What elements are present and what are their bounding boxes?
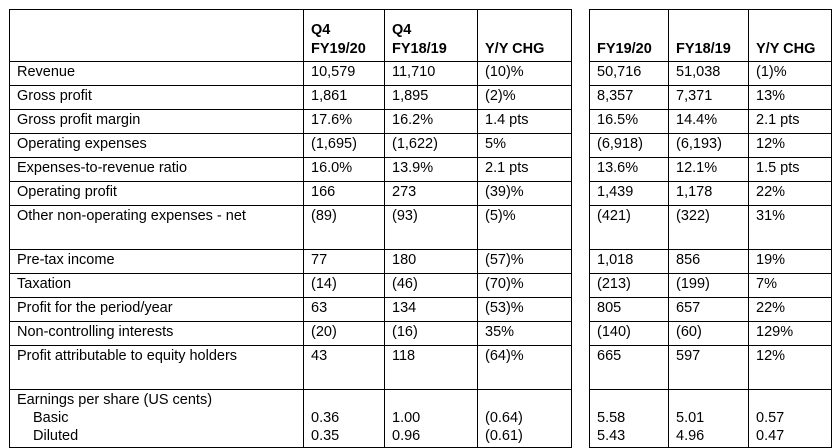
table-cell: 856 [669, 250, 749, 274]
table-row [590, 158, 832, 182]
table-cell: 13.6% [590, 158, 669, 182]
column-header-fy1819: FY18/19 [669, 10, 749, 62]
eps-basic-label: Basic [33, 410, 69, 426]
table-cell: (39)% [478, 182, 572, 206]
table-row [590, 298, 832, 322]
table-row [10, 86, 572, 110]
table-cell: (53)% [478, 298, 572, 322]
row-label: Taxation [10, 274, 304, 298]
table-cell: 13% [749, 86, 832, 110]
table-row [590, 206, 832, 250]
row-label: Operating profit [10, 182, 304, 206]
eps-basic-value: (0.64) [485, 410, 523, 426]
eps-basic-value: 5.58 [597, 410, 626, 426]
row-label: Pre-tax income [10, 250, 304, 274]
table-cell: 1,861 [304, 86, 385, 110]
eps-basic-value: 0.36 [311, 410, 340, 426]
table-cell: (57)% [478, 250, 572, 274]
row-label: Non-controlling interests [10, 322, 304, 346]
eps-label-cell [10, 390, 304, 448]
table-cell: 17.6% [304, 110, 385, 134]
table-cell: (213) [590, 274, 669, 298]
header-row [10, 10, 572, 62]
table-row [10, 250, 572, 274]
row-label: Operating expenses [10, 134, 304, 158]
header-blank-cell [10, 10, 304, 62]
eps-cell [669, 390, 749, 448]
table-row [590, 110, 832, 134]
table-cell: 1,018 [590, 250, 669, 274]
table-cell: (64)% [478, 346, 572, 390]
table-cell: (16) [385, 322, 478, 346]
table-cell: 16.0% [304, 158, 385, 182]
table-cell: 35% [478, 322, 572, 346]
table-cell: 63 [304, 298, 385, 322]
column-header-q4-fy1819: Q4 FY18/19 [385, 10, 478, 62]
eps-cell [385, 390, 478, 448]
table-cell: (1,695) [304, 134, 385, 158]
table-cell: 51,038 [669, 62, 749, 86]
table-cell: (46) [385, 274, 478, 298]
table-cell: (14) [304, 274, 385, 298]
table-cell: 19% [749, 250, 832, 274]
table-cell: 43 [304, 346, 385, 390]
header-row [590, 10, 832, 62]
table-cell: 166 [304, 182, 385, 206]
table-cell: 11,710 [385, 62, 478, 86]
table-row [10, 62, 572, 86]
table-cell: 5% [478, 134, 572, 158]
table-cell: 7,371 [669, 86, 749, 110]
table-cell: (6,918) [590, 134, 669, 158]
eps-cell [478, 390, 572, 448]
table-cell: 1,439 [590, 182, 669, 206]
table-cell: 31% [749, 206, 832, 250]
row-label: Gross profit margin [10, 110, 304, 134]
table-row [10, 346, 572, 390]
table-row [590, 274, 832, 298]
eps-row [10, 390, 572, 448]
eps-cell [749, 390, 832, 448]
table-cell: (10)% [478, 62, 572, 86]
table-cell: 22% [749, 182, 832, 206]
table-cell: 273 [385, 182, 478, 206]
table-row [10, 298, 572, 322]
row-label: Other non-operating expenses - net [10, 206, 304, 250]
table-cell: (20) [304, 322, 385, 346]
full-year-results-table [589, 9, 832, 448]
eps-cell [590, 390, 669, 448]
eps-diluted-value: 5.43 [597, 428, 626, 444]
eps-heading: Earnings per share (US cents) [17, 392, 213, 408]
table-cell: 10,579 [304, 62, 385, 86]
row-label: Expenses-to-revenue ratio [10, 158, 304, 182]
table-row [590, 62, 832, 86]
column-header-q4-fy1920: Q4 FY19/20 [304, 10, 385, 62]
table-cell: (199) [669, 274, 749, 298]
table-cell: 1.5 pts [749, 158, 832, 182]
table-cell: 1,895 [385, 86, 478, 110]
table-row [590, 86, 832, 110]
table-cell: (1,622) [385, 134, 478, 158]
table-row [10, 134, 572, 158]
table-cell: 16.2% [385, 110, 478, 134]
table-cell: 657 [669, 298, 749, 322]
table-cell: 134 [385, 298, 478, 322]
table-row [10, 274, 572, 298]
table-cell: 12% [749, 346, 832, 390]
row-label: Profit attributable to equity holders [10, 346, 304, 390]
table-row [10, 322, 572, 346]
table-cell: 2.1 pts [478, 158, 572, 182]
column-header-yoy-change: Y/Y CHG [478, 10, 572, 62]
table-cell: 1.4 pts [478, 110, 572, 134]
table-row [10, 158, 572, 182]
row-label: Gross profit [10, 86, 304, 110]
eps-diluted-label: Diluted [33, 428, 79, 444]
eps-basic-value: 0.57 [756, 410, 785, 426]
table-cell: (60) [669, 322, 749, 346]
table-row [590, 250, 832, 274]
table-cell: 13.9% [385, 158, 478, 182]
table-cell: 665 [590, 346, 669, 390]
table-cell: 7% [749, 274, 832, 298]
eps-basic-value: 5.01 [676, 410, 705, 426]
table-cell: (93) [385, 206, 478, 250]
table-cell: 129% [749, 322, 832, 346]
table-cell: 14.4% [669, 110, 749, 134]
table-cell: (70)% [478, 274, 572, 298]
eps-basic-value: 1.00 [392, 410, 421, 426]
table-cell: 12% [749, 134, 832, 158]
eps-row [590, 390, 832, 448]
table-cell: (140) [590, 322, 669, 346]
table-cell: 805 [590, 298, 669, 322]
table-cell: (421) [590, 206, 669, 250]
table-cell: 1,178 [669, 182, 749, 206]
table-cell: (1)% [749, 62, 832, 86]
table-cell: 16.5% [590, 110, 669, 134]
table-cell: 2.1 pts [749, 110, 832, 134]
table-cell: 118 [385, 346, 478, 390]
eps-diluted-value: 0.35 [311, 428, 340, 444]
table-cell: (2)% [478, 86, 572, 110]
table-cell: 12.1% [669, 158, 749, 182]
table-cell: 50,716 [590, 62, 669, 86]
table-cell: 597 [669, 346, 749, 390]
table-cell: 77 [304, 250, 385, 274]
eps-diluted-value: 0.47 [756, 428, 785, 444]
table-row [590, 134, 832, 158]
quarterly-results-table [9, 9, 572, 448]
table-row [10, 182, 572, 206]
table-cell: 8,357 [590, 86, 669, 110]
table-cell: (89) [304, 206, 385, 250]
table-cell: 22% [749, 298, 832, 322]
table-cell: 180 [385, 250, 478, 274]
row-label: Profit for the period/year [10, 298, 304, 322]
table-cell: (322) [669, 206, 749, 250]
table-row [590, 182, 832, 206]
eps-diluted-value: (0.61) [485, 428, 523, 444]
table-row [10, 110, 572, 134]
table-cell: (5)% [478, 206, 572, 250]
column-header-yoy-change: Y/Y CHG [749, 10, 832, 62]
table-row [10, 206, 572, 250]
eps-cell [304, 390, 385, 448]
eps-diluted-value: 4.96 [676, 428, 705, 444]
row-label: Revenue [10, 62, 304, 86]
table-row [590, 322, 832, 346]
column-header-fy1920: FY19/20 [590, 10, 669, 62]
table-row [590, 346, 832, 390]
eps-diluted-value: 0.96 [392, 428, 421, 444]
table-cell: (6,193) [669, 134, 749, 158]
